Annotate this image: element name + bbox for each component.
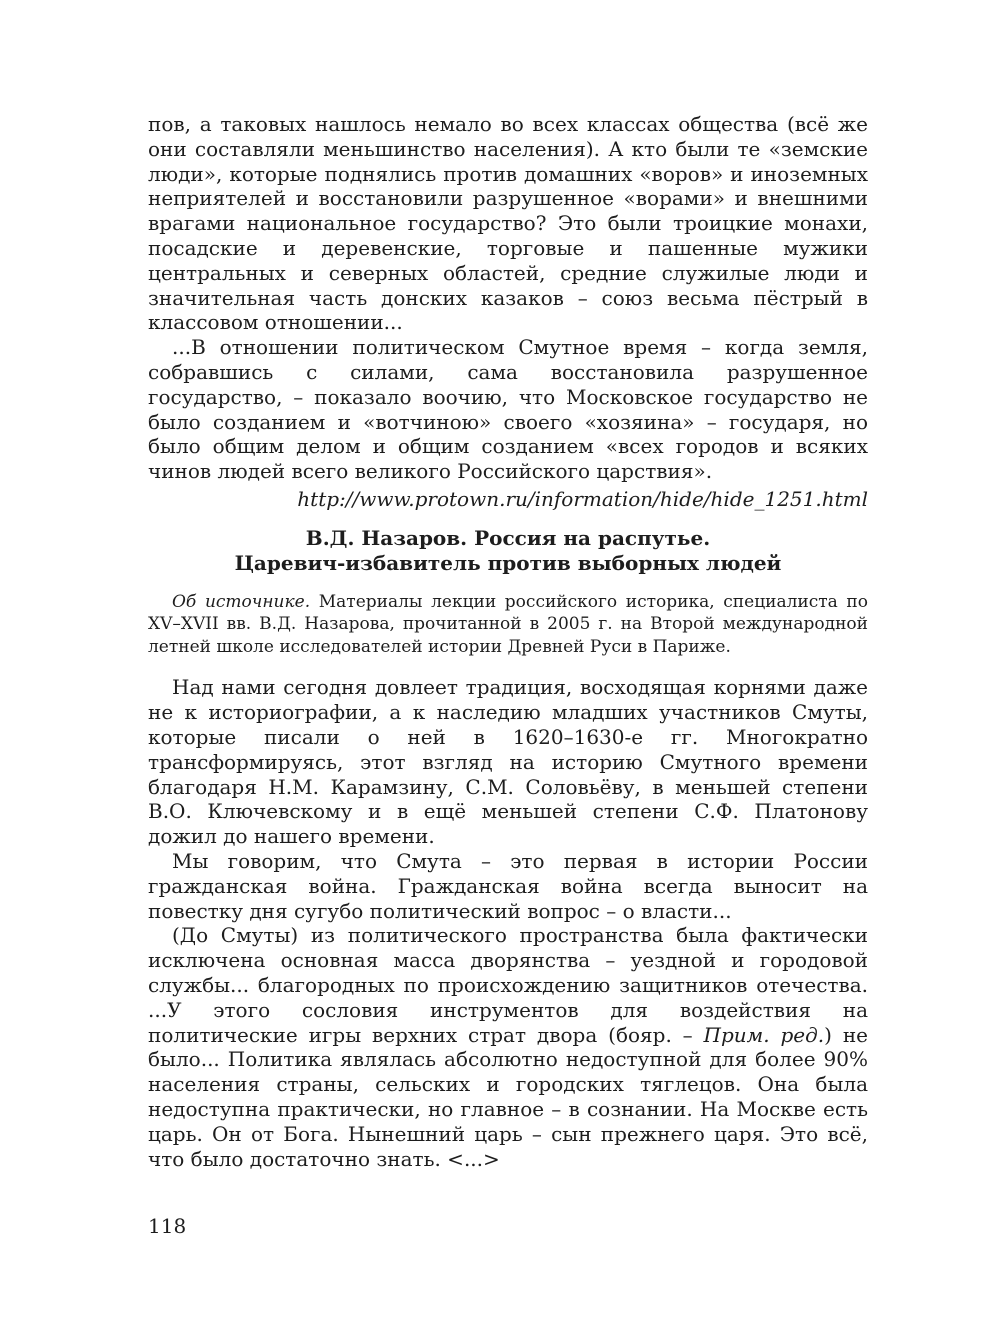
- about-source-label: Об источнике.: [172, 591, 311, 612]
- quote-paragraph-continued: пов, а таковых нашлось немало во всех классах общества (всё же они составляли меньшинство населения). А кто были те «земские люди», которые поднялись против домашних «воров» и иноземных неприятелей и восстановили разрушенное «ворами» и внешними врагами национальное государство? Это были троицкие монахи, посадские и деревенские, торговые и пашенные мужики центральных и северных областей, средние служилые люди и значительная часть донских казаков – союз весьма пёстрый в классовом отношении...: [148, 112, 868, 335]
- about-source-text: Материалы лекции российского историка, специалиста по XV–XVII вв. В.Д. Назарова, прочитанной в 2005 г. на Второй международной летней школе исследователей истории Древней Руси в Париже.: [148, 591, 868, 657]
- lecture-text: [148, 675, 868, 1171]
- page-number: 118: [148, 1214, 187, 1238]
- page-content: [148, 112, 868, 1171]
- section-title-line-1: В.Д. Назаров. Россия на распутье.: [305, 525, 711, 550]
- editor-note: Прим. ред.: [703, 1022, 825, 1047]
- section-title-line-2: Царевич-избавитель против выборных людей: [234, 550, 782, 575]
- body-paragraph: [148, 923, 868, 1171]
- body-paragraph-text: (До Смуты) из политического пространства была фактически исключена основная масса дворянства – уездной и городовой службы... благородных по происхождению защитников отечества. ...У этого сословия инструментов для воздействия на политические игры верхних страт двора (бояр. –: [148, 923, 868, 1047]
- quote-paragraph: ...В отношении политическом Смутное время – когда земля, собравшись с силами, сама восстановила разрушенное государство, – показало воочию, что Московское государство не было созданием и «вотчиною» своего «хозяина» – государя, но было общим делом и общим созданием «всех городов и всяких чинов людей всего великого Российского царствия».: [148, 335, 868, 484]
- source-link: http://www.protown.ru/information/hide/hide_1251.html: [297, 486, 868, 511]
- section-title: [148, 526, 868, 576]
- body-paragraph: Над нами сегодня довлеет традиция, восходящая корнями даже не к историографии, а к наследию младших участников Смуты, которые писали о ней в 1620–1630-е гг. Многократно трансформируясь, этот взгляд на историю Смутного времени благодаря Н.М. Карамзину, С.М. Соловьёву, в меньшей степени В.О. Ключевскому и в ещё меньшей степени С.Ф. Платонову дожил до нашего времени.: [148, 675, 868, 849]
- body-paragraph-text: ) не было... Политика являлась абсолютно недоступной для более 90% населения страны, сельских и городских тяглецов. Она была недоступна практически, но главное – в сознании. На Москве есть царь. Он от Бога. Нынешний царь – сын прежнего царя. Это всё, что было достаточно знать. <...>: [148, 1022, 868, 1171]
- about-source: [148, 591, 868, 659]
- body-paragraph: Мы говорим, что Смута – это первая в истории России гражданская война. Гражданская война всегда выносит на повестку дня сугубо политический вопрос – о власти...: [148, 849, 868, 923]
